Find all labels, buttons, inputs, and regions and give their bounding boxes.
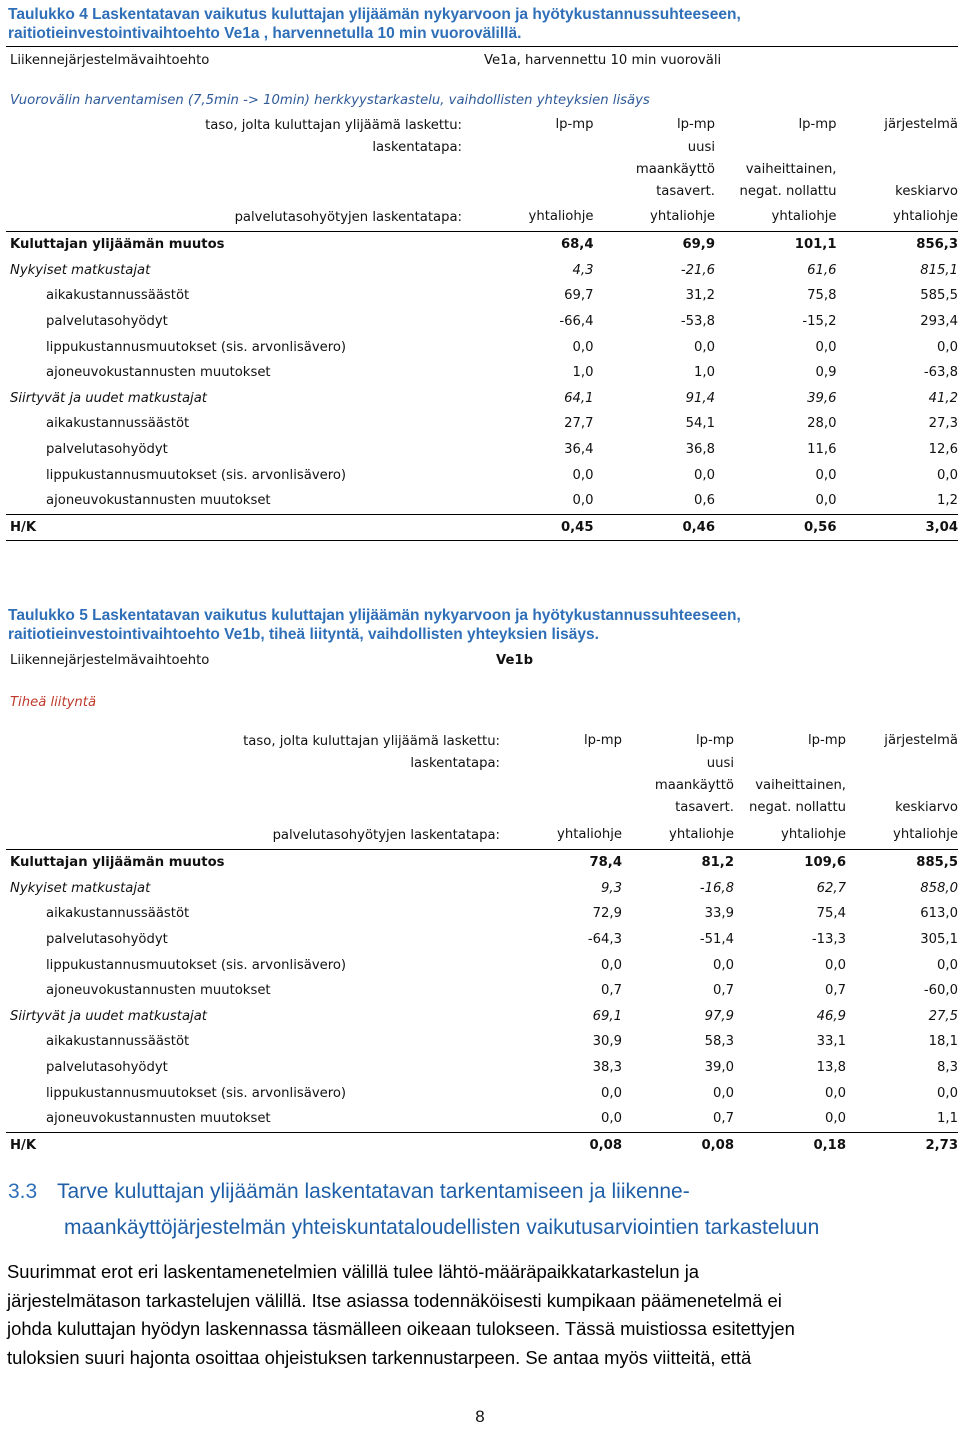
row-value-4: 815,1 bbox=[920, 262, 958, 278]
table4-caption-line1: Taulukko 4 Laskentatavan vaikutus kuluttajan ylijäämän nykyarvoon ja hyötykustannussuhteeseen, bbox=[8, 6, 741, 23]
row-value-1: 68,4 bbox=[560, 237, 594, 253]
table-row bbox=[6, 411, 958, 437]
row-value-3: 0,0 bbox=[815, 339, 837, 355]
table4-service-1: yhtaliohje bbox=[528, 209, 594, 224]
row-value-1: 1,0 bbox=[572, 365, 594, 381]
row-value-3: -13,3 bbox=[811, 932, 846, 948]
table-row bbox=[6, 309, 958, 335]
row-value-4: 27,3 bbox=[928, 416, 958, 432]
row-value-1: 30,9 bbox=[592, 1034, 622, 1050]
row-value-2: 58,3 bbox=[704, 1034, 734, 1050]
page-number: 8 bbox=[475, 1407, 485, 1426]
table-row bbox=[6, 1106, 958, 1132]
row-value-1: 72,9 bbox=[592, 906, 622, 922]
table5-caption-line2: raitiotieinvestointivaihtoehto Ve1b, tiheä liityntä, vaihdollisten yhteyksien lisäys. bbox=[8, 626, 599, 643]
row-value-4: 1,1 bbox=[937, 1111, 958, 1127]
table5-method-4-l1 bbox=[846, 753, 958, 775]
table4-method-4 bbox=[837, 137, 959, 203]
row-value-3: 109,6 bbox=[804, 855, 846, 871]
table5-method-2-l1: uusi bbox=[706, 756, 734, 771]
row-value-2: -51,4 bbox=[699, 932, 734, 948]
table-row bbox=[6, 1080, 958, 1106]
row-value-2: 39,0 bbox=[704, 1060, 734, 1076]
row-value-4: 41,2 bbox=[928, 390, 958, 406]
table5-scenario-row bbox=[6, 689, 958, 715]
table-row bbox=[6, 334, 958, 360]
table-row bbox=[6, 876, 958, 902]
table4-scenario-row bbox=[6, 87, 958, 113]
row-label: Kuluttajan ylijäämän muutos bbox=[10, 855, 225, 871]
table4-service-row bbox=[6, 203, 958, 231]
table-row bbox=[6, 283, 958, 309]
row-value-2: 81,2 bbox=[701, 855, 734, 871]
row-value-1: -66,4 bbox=[559, 314, 594, 330]
table5-level-3: lp-mp bbox=[807, 733, 846, 748]
row-value-3: 0,9 bbox=[815, 365, 837, 381]
row-value-1: 0,7 bbox=[601, 983, 622, 999]
row-label: palvelutasohyödyt bbox=[46, 314, 168, 330]
row-value-2: -16,8 bbox=[699, 880, 734, 896]
table5-body bbox=[6, 850, 958, 1132]
row-value-1: 0,0 bbox=[601, 1111, 622, 1127]
section-number: 3.3 bbox=[8, 1180, 38, 1203]
row-label: Kuluttajan ylijäämän muutos bbox=[10, 237, 225, 253]
table5-method-row bbox=[6, 753, 958, 821]
row-value-1: 9,3 bbox=[601, 880, 622, 896]
row-value-3: 101,1 bbox=[794, 237, 837, 253]
row-value-4: 1,2 bbox=[937, 493, 958, 509]
row-value-2: 0,6 bbox=[694, 493, 715, 509]
row-label: palvelutasohyödyt bbox=[46, 1060, 168, 1076]
table-row bbox=[6, 1029, 958, 1055]
table4-level-label: taso, jolta kuluttajan ylijäämä laskettu: bbox=[205, 117, 462, 133]
row-value-1: -64,3 bbox=[587, 932, 622, 948]
table4-method-label-text: laskentatapa: bbox=[372, 140, 462, 155]
row-value-4: 27,5 bbox=[928, 1008, 958, 1024]
table4-service-2: yhtaliohje bbox=[650, 209, 715, 224]
table-row bbox=[6, 978, 958, 1004]
row-value-4: 0,0 bbox=[937, 1085, 958, 1101]
row-value-3: 75,4 bbox=[816, 906, 846, 922]
table4-method-1 bbox=[472, 137, 594, 203]
table5-method-3-l3: negat. nollattu bbox=[748, 800, 846, 815]
table-row bbox=[6, 1004, 958, 1030]
row-value-1: 69,1 bbox=[592, 1008, 622, 1024]
table4-hk-row bbox=[6, 515, 958, 541]
row-value-2: 33,9 bbox=[704, 906, 734, 922]
row-value-3: 75,8 bbox=[807, 288, 837, 304]
row-value-1: 36,4 bbox=[564, 442, 594, 458]
table4-alt-row bbox=[6, 48, 958, 73]
row-value-4: 858,0 bbox=[920, 880, 958, 896]
table4-hk-value-1: 0,45 bbox=[560, 519, 594, 535]
table5-method-1-l1 bbox=[510, 753, 622, 775]
table-row bbox=[6, 232, 958, 258]
row-value-1: 0,0 bbox=[572, 339, 594, 355]
table5-alt-value: Ve1b bbox=[496, 653, 534, 668]
table4-method-label bbox=[6, 137, 472, 203]
table4-level-3: lp-mp bbox=[798, 117, 837, 132]
row-value-1: 0,0 bbox=[572, 493, 594, 509]
table-row bbox=[6, 437, 958, 463]
row-label: Nykyiset matkustajat bbox=[10, 880, 151, 896]
row-value-3: 39,6 bbox=[807, 390, 837, 406]
table5-caption-line1: Taulukko 5 Laskentatavan vaikutus kuluttajan ylijäämän nykyarvoon ja hyötykustannussuhteeseen, bbox=[8, 607, 741, 624]
row-value-3: 61,6 bbox=[807, 262, 837, 278]
row-value-2: 36,8 bbox=[685, 442, 715, 458]
table5-service-4: yhtaliohje bbox=[893, 827, 958, 842]
table5-level-label: taso, jolta kuluttajan ylijäämä laskettu: bbox=[243, 733, 500, 749]
table4-alt-label: Liikennejärjestelmävaihtoehto bbox=[10, 53, 210, 68]
row-value-3: 0,0 bbox=[825, 1085, 846, 1101]
row-value-2: 0,0 bbox=[713, 957, 734, 973]
row-value-2: 0,7 bbox=[713, 1111, 734, 1127]
row-value-4: 18,1 bbox=[928, 1034, 958, 1050]
row-value-1: 4,3 bbox=[572, 262, 594, 278]
row-value-1: 69,7 bbox=[564, 288, 594, 304]
table4-bottom-rule bbox=[6, 540, 958, 541]
table4-method-3-l3: negat. nollattu bbox=[739, 184, 837, 199]
row-label: lippukustannusmuutokset (sis. arvonlisävero) bbox=[46, 1085, 347, 1101]
table4-method-1-l2 bbox=[472, 159, 594, 181]
row-value-3: 11,6 bbox=[807, 442, 837, 458]
row-value-3: 0,7 bbox=[825, 983, 846, 999]
row-value-2: -21,6 bbox=[680, 262, 715, 278]
row-value-2: 31,2 bbox=[685, 288, 715, 304]
table4-level-2: lp-mp bbox=[676, 117, 715, 132]
paragraph-line-4: tuloksien suuri hajonta osoittaa ohjeistuksen tarkennustarpeen. Se antaa myös viitteitä, että bbox=[7, 1346, 752, 1368]
row-value-1: 0,0 bbox=[572, 467, 594, 483]
table-row bbox=[6, 952, 958, 978]
paragraph-line-3: johda kuluttajan hyödyn laskennassa täsmälleen oikeaan tulokseen. Tässä muistiossa esitettyjen bbox=[7, 1318, 795, 1340]
row-value-3: 62,7 bbox=[816, 880, 846, 896]
table5-hk-value-1: 0,08 bbox=[589, 1137, 622, 1153]
table4-level-4: järjestelmä bbox=[884, 117, 958, 132]
table5-service-1: yhtaliohje bbox=[557, 827, 622, 842]
row-value-4: 856,3 bbox=[916, 237, 958, 253]
table4-method-1-l3 bbox=[472, 181, 594, 203]
row-label: aikakustannussäästöt bbox=[46, 1034, 190, 1050]
table5-service-label: palvelutasohyötyjen laskentatapa: bbox=[272, 827, 500, 843]
section-heading-line1 bbox=[8, 1174, 819, 1210]
table4-method-3-l2: vaiheittainen, bbox=[745, 162, 837, 177]
table4-method-1-l1 bbox=[472, 137, 594, 159]
table4-method-row bbox=[6, 137, 958, 203]
row-value-4: 585,5 bbox=[920, 288, 958, 304]
row-label: lippukustannusmuutokset (sis. arvonlisävero) bbox=[46, 957, 347, 973]
table5-hk-value-2: 0,08 bbox=[701, 1137, 734, 1153]
row-value-3: 0,0 bbox=[815, 467, 837, 483]
table4-method-4-l1 bbox=[837, 137, 959, 159]
table4-service-label: palvelutasohyötyjen laskentatapa: bbox=[234, 209, 462, 225]
table4-hk-value-3: 0,56 bbox=[803, 519, 837, 535]
table5-method-4-l3: keskiarvo bbox=[895, 800, 958, 815]
row-value-2: 54,1 bbox=[685, 416, 715, 432]
paragraph-line-1: Suurimmat erot eri laskentamenetelmien välillä tulee lähtö-määräpaikkatarkastelun ja bbox=[7, 1261, 700, 1282]
section-title-line2: maankäyttöjärjestelmän yhteiskuntataloudellisten vaikutusarviointien tarkasteluun bbox=[64, 1216, 820, 1239]
row-value-4: 12,6 bbox=[928, 442, 958, 458]
row-value-4: 0,0 bbox=[937, 957, 958, 973]
row-value-4: -63,8 bbox=[923, 365, 958, 381]
row-value-2: 0,0 bbox=[694, 467, 715, 483]
table4-method-3 bbox=[715, 137, 837, 203]
row-value-2: 91,4 bbox=[685, 390, 715, 406]
row-label: Siirtyvät ja uudet matkustajat bbox=[10, 390, 207, 406]
row-value-2: 1,0 bbox=[694, 365, 715, 381]
row-value-3: 46,9 bbox=[816, 1008, 846, 1024]
row-label: ajoneuvokustannusten muutokset bbox=[46, 493, 271, 509]
row-value-1: 27,7 bbox=[564, 416, 594, 432]
row-value-4: 0,0 bbox=[937, 467, 958, 483]
row-value-3: 28,0 bbox=[807, 416, 837, 432]
row-value-4: 293,4 bbox=[920, 314, 958, 330]
section-title-line1: Tarve kuluttajan ylijäämän laskentatavan tarkentamiseen ja liikenne- bbox=[57, 1180, 690, 1203]
table-row bbox=[6, 488, 958, 514]
table-row bbox=[6, 462, 958, 488]
row-value-3: 33,1 bbox=[816, 1034, 846, 1050]
row-value-2: 97,9 bbox=[704, 1008, 734, 1024]
row-label: lippukustannusmuutokset (sis. arvonlisävero) bbox=[46, 339, 347, 355]
table4-service-3: yhtaliohje bbox=[771, 209, 837, 224]
row-value-4: -60,0 bbox=[923, 983, 958, 999]
table5-service-3: yhtaliohje bbox=[781, 827, 846, 842]
table4-top-rule bbox=[6, 46, 958, 47]
table5-method-1-l2 bbox=[510, 775, 622, 797]
row-value-1: 64,1 bbox=[564, 390, 594, 406]
row-label: aikakustannussäästöt bbox=[46, 416, 190, 432]
table-row bbox=[6, 360, 958, 386]
table4-method-4-l3: keskiarvo bbox=[895, 184, 958, 199]
row-value-3: 0,0 bbox=[825, 1111, 846, 1127]
table5-method-2-l3: tasavert. bbox=[675, 800, 734, 815]
table-row bbox=[6, 901, 958, 927]
table4-hk-value-4: 3,04 bbox=[925, 519, 958, 535]
table5-method-3 bbox=[734, 753, 846, 821]
table4-scenario: Vuorovälin harventamisen (7,5min -> 10min) herkkyystarkastelu, vaihdollisten yhteyksien lisäys bbox=[10, 92, 650, 108]
table5-level-2: lp-mp bbox=[695, 733, 734, 748]
table5-level-4: järjestelmä bbox=[884, 733, 958, 748]
table-row bbox=[6, 258, 958, 284]
table5-hk-label: H/K bbox=[10, 1137, 37, 1153]
row-label: ajoneuvokustannusten muutokset bbox=[46, 365, 271, 381]
table4-alt-value: Ve1a, harvennettu 10 min vuoroväli bbox=[484, 53, 722, 68]
table5-level-1: lp-mp bbox=[583, 733, 622, 748]
table5-method-2-l2: maankäyttö bbox=[654, 778, 734, 793]
row-label: aikakustannussäästöt bbox=[46, 288, 190, 304]
row-value-4: 0,0 bbox=[937, 339, 958, 355]
row-value-2: 69,9 bbox=[682, 237, 715, 253]
table4-level-1: lp-mp bbox=[555, 117, 594, 132]
table5-service-row bbox=[6, 821, 958, 849]
table5-hk-value-3: 0,18 bbox=[813, 1137, 846, 1153]
table5-method-3-l1 bbox=[734, 753, 846, 775]
table5-level-row bbox=[6, 729, 958, 753]
table5-caption bbox=[8, 606, 953, 644]
table4-method-2-l3: tasavert. bbox=[656, 184, 715, 199]
table5-alt-label: Liikennejärjestelmävaihtoehto bbox=[10, 653, 210, 668]
section-heading bbox=[8, 1174, 819, 1246]
row-label: palvelutasohyödyt bbox=[46, 442, 168, 458]
table-row bbox=[6, 850, 958, 876]
row-value-4: 305,1 bbox=[920, 932, 958, 948]
row-value-3: 0,0 bbox=[825, 957, 846, 973]
table5-scenario: Tiheä liityntä bbox=[10, 694, 97, 710]
table4-method-2 bbox=[594, 137, 716, 203]
row-value-4: 613,0 bbox=[920, 906, 958, 922]
table5-method-1-l3 bbox=[510, 797, 622, 819]
table4-method-2-l1: uusi bbox=[687, 140, 715, 155]
row-value-2: 0,7 bbox=[713, 983, 734, 999]
table4-method-3-l1 bbox=[715, 137, 837, 159]
table5-method-1 bbox=[510, 753, 622, 821]
row-value-2: -53,8 bbox=[680, 314, 715, 330]
row-value-1: 0,0 bbox=[601, 1085, 622, 1101]
row-value-1: 0,0 bbox=[601, 957, 622, 973]
table4-service-4: yhtaliohje bbox=[893, 209, 958, 224]
row-value-4: 885,5 bbox=[916, 855, 958, 871]
table5-method-label-text: laskentatapa: bbox=[410, 756, 500, 771]
row-label: palvelutasohyödyt bbox=[46, 932, 168, 948]
table4 bbox=[6, 48, 958, 541]
table4-hk-value-2: 0,46 bbox=[682, 519, 715, 535]
row-value-4: 8,3 bbox=[937, 1060, 958, 1076]
row-label: Nykyiset matkustajat bbox=[10, 262, 151, 278]
table5-service-2: yhtaliohje bbox=[669, 827, 734, 842]
paragraph-line-2: järjestelmätason tarkastelujen välillä. Itse asiassa todennäköisesti kumpikaan päämenetelmä ei bbox=[7, 1289, 782, 1311]
table4-body bbox=[6, 232, 958, 514]
table4-method-4-l2 bbox=[837, 159, 959, 181]
table4-method-2-l2: maankäyttö bbox=[635, 162, 715, 177]
row-label: aikakustannussäästöt bbox=[46, 906, 190, 922]
table5-method-3-l2: vaiheittainen, bbox=[755, 778, 846, 793]
row-value-3: 0,0 bbox=[815, 493, 837, 509]
row-label: Siirtyvät ja uudet matkustajat bbox=[10, 1008, 207, 1024]
table5-method-label bbox=[6, 753, 510, 821]
table4-hk-label: H/K bbox=[10, 519, 37, 535]
row-label: lippukustannusmuutokset (sis. arvonlisävero) bbox=[46, 467, 347, 483]
row-label: ajoneuvokustannusten muutokset bbox=[46, 983, 271, 999]
row-value-2: 0,0 bbox=[694, 339, 715, 355]
table4-level-row bbox=[6, 113, 958, 137]
row-label: ajoneuvokustannusten muutokset bbox=[46, 1111, 271, 1127]
row-value-1: 78,4 bbox=[589, 855, 622, 871]
table4-caption bbox=[8, 5, 953, 43]
table5-hk-value-4: 2,73 bbox=[925, 1137, 958, 1153]
table5 bbox=[6, 648, 958, 1158]
table5-hk-row bbox=[6, 1133, 958, 1159]
row-value-3: -15,2 bbox=[802, 314, 837, 330]
table5-method-4 bbox=[846, 753, 958, 821]
row-value-3: 13,8 bbox=[816, 1060, 846, 1076]
body-paragraph bbox=[7, 1258, 947, 1372]
table5-method-4-l2 bbox=[846, 775, 958, 797]
table4-caption-line2: raitiotieinvestointivaihtoehto Ve1a , harvennetulla 10 min vuorovälillä. bbox=[8, 25, 522, 42]
table5-method-2 bbox=[622, 753, 734, 821]
table-row bbox=[6, 927, 958, 953]
table5-alt-row bbox=[6, 648, 958, 673]
row-value-1: 38,3 bbox=[592, 1060, 622, 1076]
table-row bbox=[6, 386, 958, 412]
table-row bbox=[6, 1055, 958, 1081]
row-value-2: 0,0 bbox=[713, 1085, 734, 1101]
